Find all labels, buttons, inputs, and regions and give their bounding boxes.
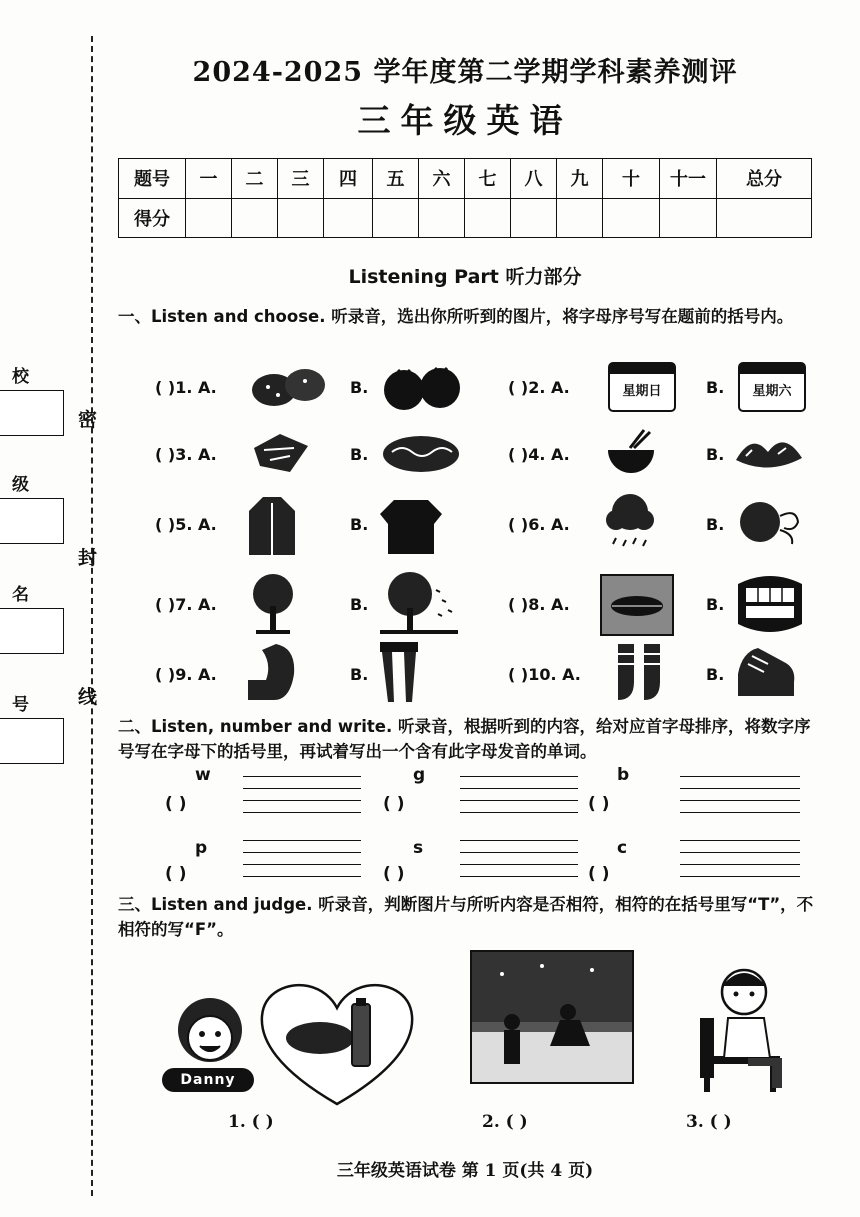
score-header-cell: 三 bbox=[278, 159, 324, 199]
judge-item-2[interactable]: 2. ( ) bbox=[482, 1112, 528, 1132]
score-header-cell: 六 bbox=[419, 159, 465, 199]
write-line bbox=[680, 812, 800, 813]
write-line bbox=[680, 800, 800, 801]
side-label-school: 校 bbox=[12, 367, 29, 387]
rainy-cloud-icon bbox=[604, 492, 656, 558]
letter-b: b bbox=[617, 765, 630, 785]
score-cell[interactable] bbox=[465, 198, 511, 238]
score-cell[interactable] bbox=[278, 198, 324, 238]
listening-part-title: Listening Part 听力部分 bbox=[348, 266, 582, 288]
score-cell[interactable] bbox=[557, 198, 603, 238]
write-line[interactable] bbox=[243, 840, 361, 841]
seal-char-xian: 线 bbox=[78, 686, 98, 708]
letter-s: s bbox=[413, 838, 424, 858]
q6-number: ( )6. A. bbox=[508, 515, 570, 534]
jacket-icon bbox=[247, 495, 297, 557]
q6-option-b: B. bbox=[706, 515, 725, 534]
score-table-score-row bbox=[119, 198, 812, 238]
write-line[interactable] bbox=[680, 840, 800, 841]
q9-option-b: B. bbox=[350, 665, 369, 684]
letter-g-number-paren[interactable]: ( ) bbox=[383, 794, 405, 814]
q8-number: ( )8. A. bbox=[508, 595, 570, 614]
name-field[interactable] bbox=[0, 608, 64, 654]
score-cell[interactable] bbox=[186, 198, 232, 238]
tomatoes-icon bbox=[380, 362, 464, 412]
letter-c: c bbox=[617, 838, 628, 858]
calendar-saturday-text: 星期六 bbox=[752, 384, 792, 399]
calendar-saturday-icon bbox=[738, 362, 806, 412]
write-line bbox=[460, 852, 578, 853]
letter-p: p bbox=[195, 838, 208, 858]
score-header-cell: 十 bbox=[603, 159, 660, 199]
letter-b-number-paren[interactable]: ( ) bbox=[588, 794, 610, 814]
letter-w-number-paren[interactable]: ( ) bbox=[165, 794, 187, 814]
exam-title: 2024-2025 学年度第二学期学科素养测评 bbox=[192, 57, 738, 88]
q10-number: ( )10. A. bbox=[508, 665, 581, 684]
write-line bbox=[680, 864, 800, 865]
autumn-tree-icon bbox=[376, 570, 462, 636]
score-table bbox=[118, 158, 812, 238]
q4-option-b: B. bbox=[706, 445, 725, 464]
write-line bbox=[460, 864, 578, 865]
teeth-icon bbox=[734, 574, 806, 634]
score-cell[interactable] bbox=[373, 198, 419, 238]
calendar-sunday-text: 星期日 bbox=[622, 384, 662, 399]
write-line bbox=[243, 852, 361, 853]
score-header-cell: 五 bbox=[373, 159, 419, 199]
write-line[interactable] bbox=[680, 776, 800, 777]
legs-icon bbox=[374, 640, 424, 706]
windy-cloud-icon bbox=[734, 496, 804, 548]
score-header-cell: 七 bbox=[465, 159, 511, 199]
write-line[interactable] bbox=[460, 840, 578, 841]
boy-sitting-on-chair-icon bbox=[698, 964, 798, 1094]
tree-icon bbox=[246, 572, 300, 636]
letter-g: g bbox=[413, 765, 426, 785]
exam-subject: 三年级英语 bbox=[357, 101, 573, 140]
letter-w: w bbox=[195, 765, 211, 785]
noodles-icon bbox=[380, 428, 462, 476]
score-cell[interactable] bbox=[717, 198, 812, 238]
class-field[interactable] bbox=[0, 498, 64, 544]
score-cell[interactable] bbox=[603, 198, 660, 238]
section1-instruction: 一、Listen and choose. 听录音，选出你所听到的图片，将字母序号写在题前的括号内。 bbox=[118, 307, 794, 326]
q2-option-b: B. bbox=[706, 378, 725, 397]
potatoes-icon bbox=[250, 365, 328, 410]
section2-instruction: 二、Listen, number and write. 听录音，根据听到的内容，给对应首字母排序，将数字序号写在字母下的括号里，再试着写出一个含有此字母发音的单词。 bbox=[118, 717, 811, 761]
score-cell[interactable] bbox=[419, 198, 465, 238]
sweater-icon bbox=[380, 498, 442, 556]
score-cell[interactable] bbox=[660, 198, 717, 238]
write-line bbox=[243, 800, 361, 801]
side-label-class: 级 bbox=[12, 475, 29, 495]
name-tag: Danny bbox=[162, 1068, 254, 1092]
boy-curly-hair-icon bbox=[170, 992, 250, 1068]
q1-number: ( )1. A. bbox=[155, 378, 217, 397]
score-cell[interactable] bbox=[511, 198, 557, 238]
heart-bread-milk-icon bbox=[258, 980, 416, 1108]
write-line bbox=[460, 812, 578, 813]
shoes-icon bbox=[734, 644, 798, 702]
q8-option-b: B. bbox=[706, 595, 725, 614]
q5-number: ( )5. A. bbox=[155, 515, 217, 534]
write-line[interactable] bbox=[460, 776, 578, 777]
seal-char-mi: 密 bbox=[78, 409, 98, 431]
q3-number: ( )3. A. bbox=[155, 445, 217, 464]
score-row-label: 得分 bbox=[119, 198, 186, 238]
vegetables-icon bbox=[250, 428, 312, 476]
write-line bbox=[680, 852, 800, 853]
score-header-cell: 二 bbox=[232, 159, 278, 199]
bowl-of-noodles-icon bbox=[604, 428, 658, 478]
arm-icon bbox=[246, 642, 300, 704]
write-line[interactable] bbox=[243, 776, 361, 777]
letter-c-number-paren[interactable]: ( ) bbox=[588, 864, 610, 884]
score-table-header-row bbox=[119, 159, 812, 199]
write-line bbox=[243, 864, 361, 865]
score-header-cell: 四 bbox=[324, 159, 373, 199]
score-header-cell: 九 bbox=[557, 159, 603, 199]
write-line bbox=[460, 876, 578, 877]
write-line bbox=[243, 876, 361, 877]
q2-number: ( )2. A. bbox=[508, 378, 570, 397]
write-line bbox=[460, 800, 578, 801]
children-playing-snow-scene bbox=[470, 950, 634, 1084]
score-header-cell: 一 bbox=[186, 159, 232, 199]
write-line bbox=[680, 788, 800, 789]
score-header-cell: 八 bbox=[511, 159, 557, 199]
q5-option-b: B. bbox=[350, 515, 369, 534]
letter-s-number-paren[interactable]: ( ) bbox=[383, 864, 405, 884]
judge-item-1[interactable]: 1. ( ) bbox=[228, 1112, 274, 1132]
write-line bbox=[243, 812, 361, 813]
q3-option-b: B. bbox=[350, 445, 369, 464]
binding-dashed-line bbox=[91, 36, 93, 1196]
page-footer: 三年级英语试卷 第 1 页(共 4 页) bbox=[336, 1161, 594, 1181]
section3-instruction: 三、Listen and judge. 听录音，判断图片与所听内容是否相符，相符的在括号里写“T”，不相符的写“F”。 bbox=[118, 895, 814, 939]
score-cell[interactable] bbox=[324, 198, 373, 238]
socks-icon bbox=[614, 642, 674, 704]
calendar-sunday-icon bbox=[608, 362, 676, 412]
side-label-name: 名 bbox=[12, 585, 29, 605]
q1-option-b: B. bbox=[350, 378, 369, 397]
write-line bbox=[243, 788, 361, 789]
score-header-cell: 题号 bbox=[119, 159, 186, 199]
school-field[interactable] bbox=[0, 390, 64, 436]
write-line bbox=[680, 876, 800, 877]
judge-item-3[interactable]: 3. ( ) bbox=[686, 1112, 732, 1132]
dumplings-icon bbox=[734, 430, 804, 474]
q4-number: ( )4. A. bbox=[508, 445, 570, 464]
q7-option-b: B. bbox=[350, 595, 369, 614]
score-header-cell: 总分 bbox=[717, 159, 812, 199]
side-label-number: 号 bbox=[12, 695, 29, 715]
q7-number: ( )7. A. bbox=[155, 595, 217, 614]
score-header-cell: 十一 bbox=[660, 159, 717, 199]
letter-p-number-paren[interactable]: ( ) bbox=[165, 864, 187, 884]
q9-number: ( )9. A. bbox=[155, 665, 217, 684]
seal-char-feng: 封 bbox=[78, 547, 98, 569]
score-cell[interactable] bbox=[232, 198, 278, 238]
q10-option-b: B. bbox=[706, 665, 725, 684]
mouth-icon bbox=[600, 574, 674, 636]
write-line bbox=[460, 788, 578, 789]
number-field[interactable] bbox=[0, 718, 64, 764]
